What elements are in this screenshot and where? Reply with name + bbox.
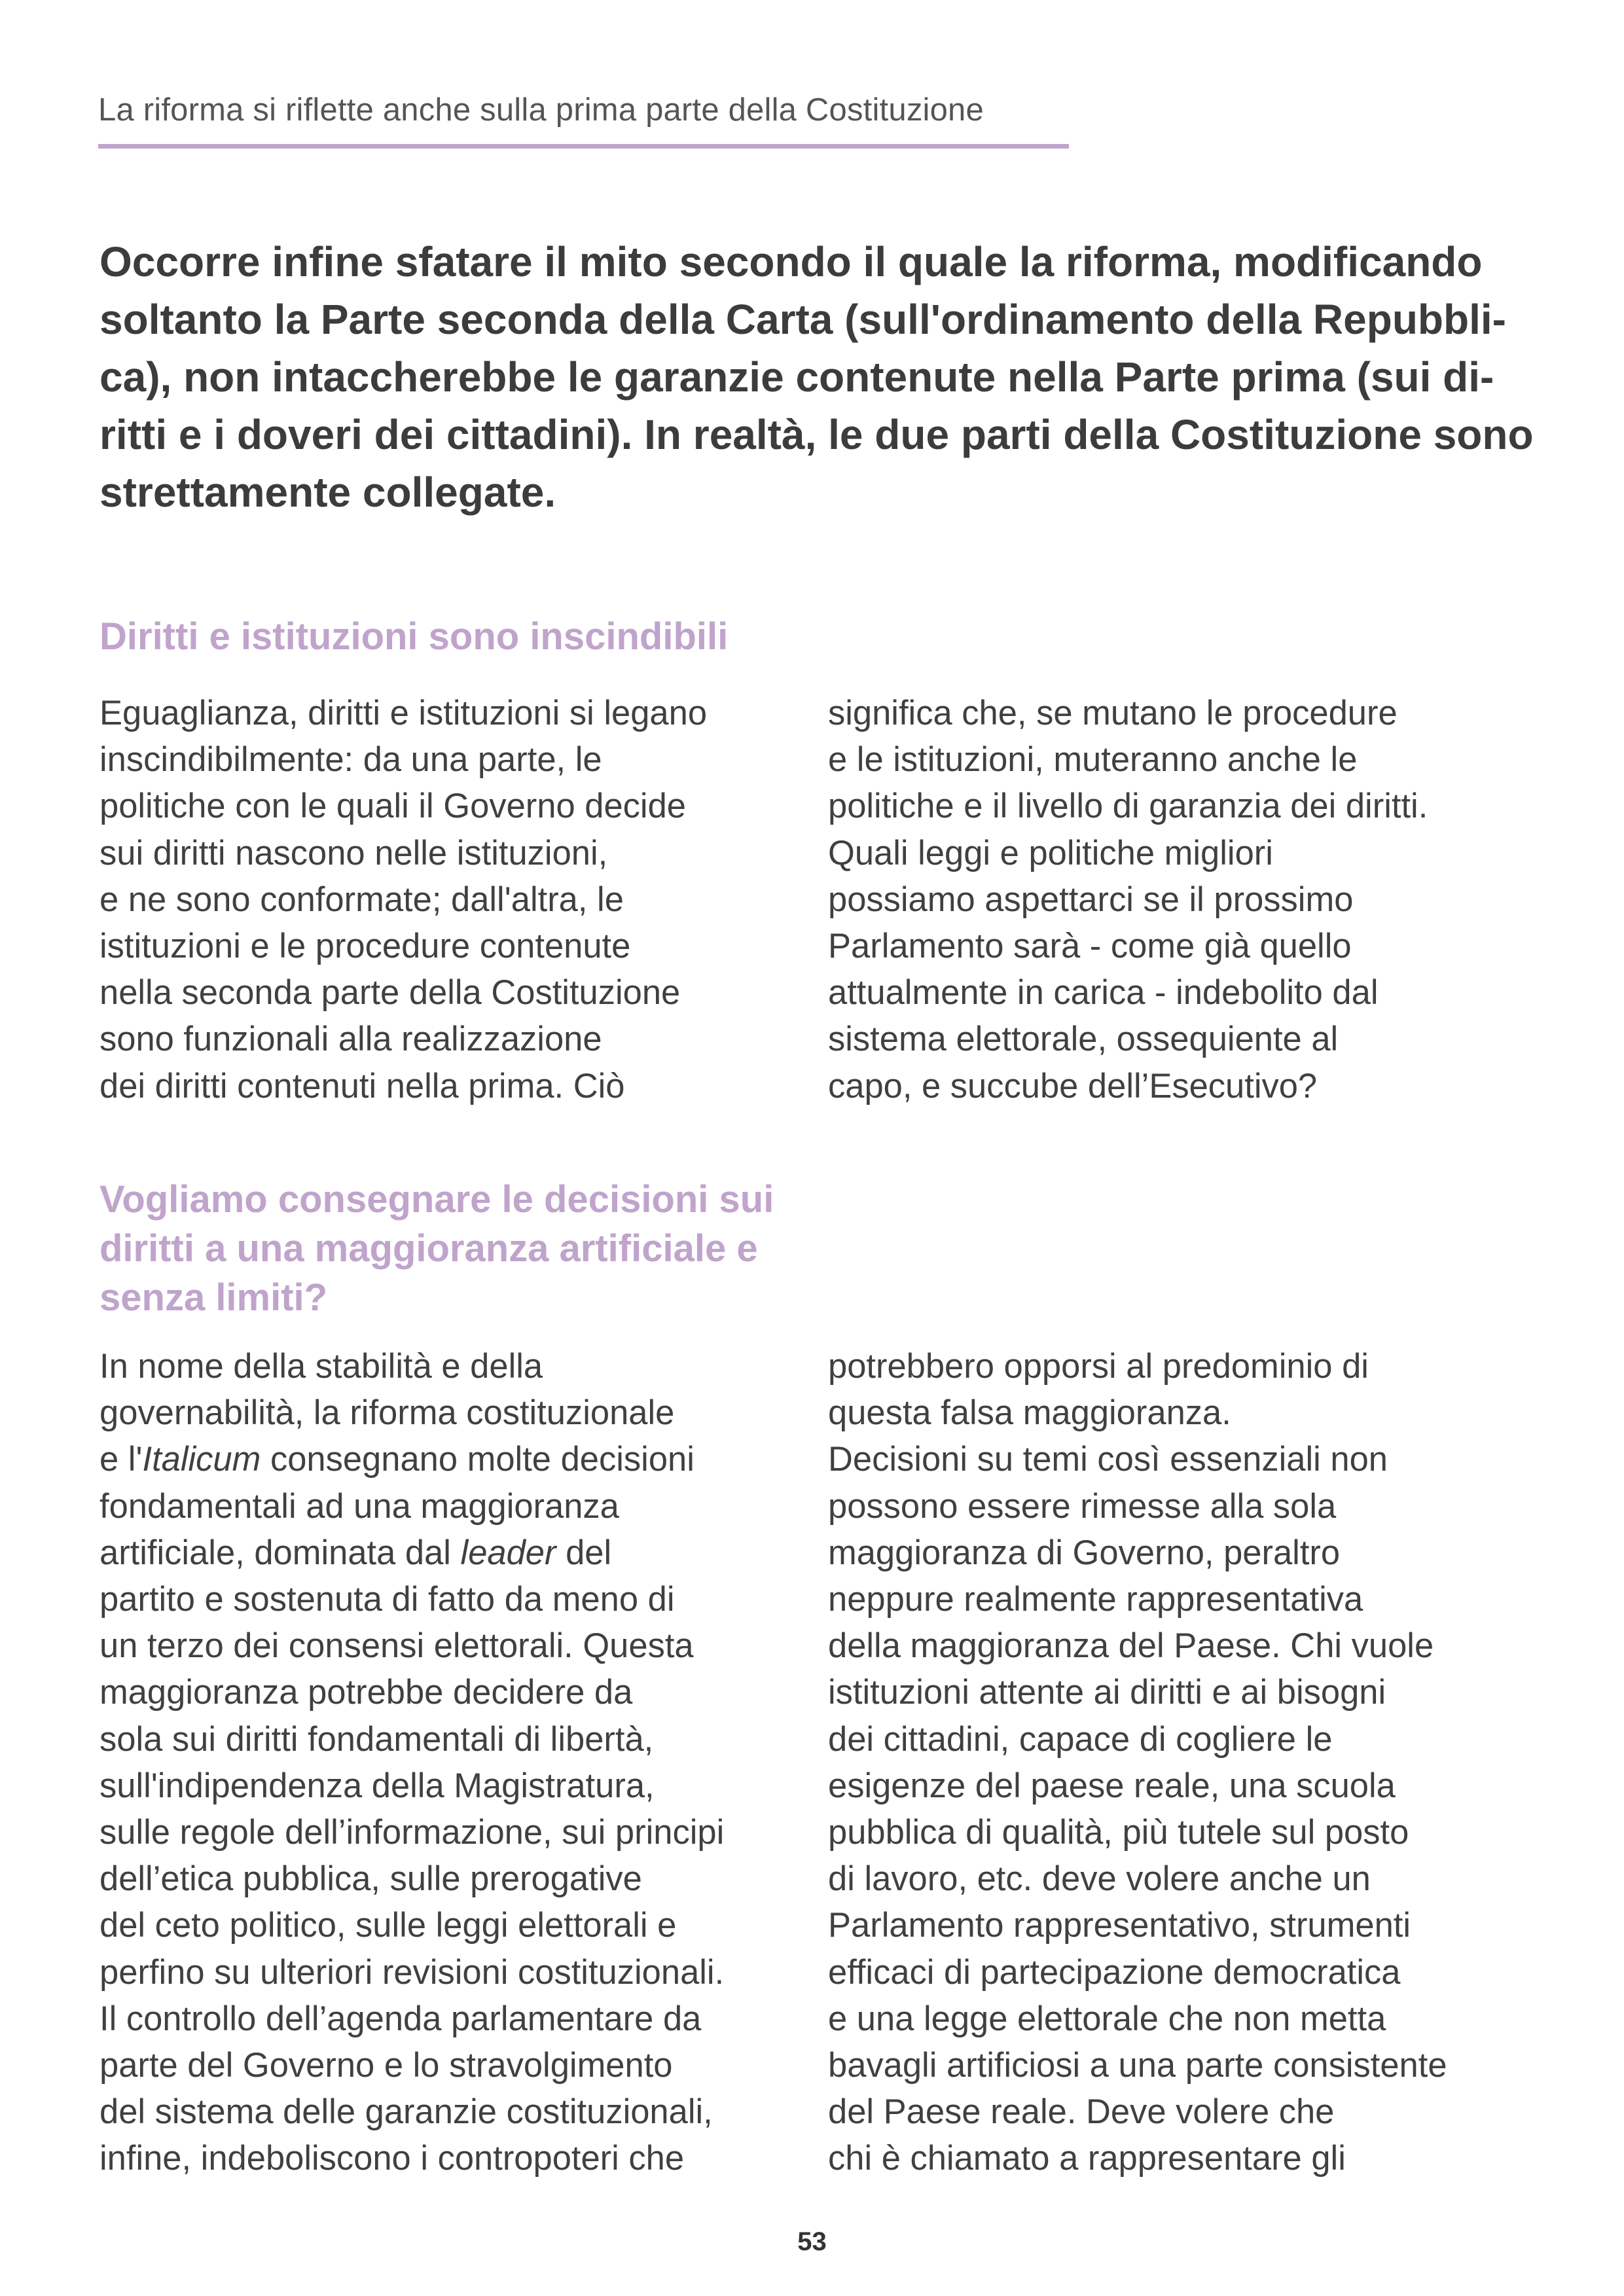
body-line: maggioranza potrebbe decidere da [99,1673,633,1712]
body-line: politiche e il livello di garanzia dei diritti. [828,787,1428,826]
body-line: e ne sono conformate; dall'altra, le [99,880,624,919]
body-line: dell’etica pubblica, sulle prerogative [99,1859,642,1899]
body-line: sulle regole dell’informazione, sui principi [99,1813,725,1852]
body-line: nella seconda parte della Costituzione [99,973,681,1013]
page-number: 53 [797,2227,827,2256]
section-heading-diritti-istituzioni [99,612,728,661]
body-line: significa che, se mutano le procedure [828,694,1398,732]
body-line: perfino su ulteriori revisioni costituzionali. [99,1952,725,1992]
body-line: chi è chiamato a rappresentare gli [828,2139,1346,2178]
body-line: infine, indeboliscono i contropoteri che [99,2139,685,2178]
running-header: La riforma si riflette anche sulla prima parte della Costituzione [98,92,984,128]
body-line: sola sui diritti fondamentali di libertà, [99,1719,654,1759]
body-line: e una legge elettorale che non metta [828,1999,1386,2038]
lead-line: ritti e i doveri dei cittadini). In realtà, le due parti della Costituzione sono [99,411,1534,458]
body-line: un terzo dei consensi elettorali. Questa [99,1626,694,1666]
body-line: sull'indipendenza della Magistratura, [99,1766,655,1805]
lead-line: ca), non intaccherebbe le garanzie contenute nella Parte prima (sui di- [99,353,1494,401]
italic-term: Italicum [142,1440,261,1479]
body-line: e le istituzioni, muteranno anche le [828,740,1358,780]
body-line: del sistema delle garanzie costituzionali, [99,2092,713,2132]
body-line: di lavoro, etc. deve volere anche un [828,1859,1371,1899]
body-line: bavagli artificiosi a una parte consistente [828,2046,1447,2085]
body-text: del [556,1533,612,1572]
body-line: In nome della stabilità e della [99,1347,543,1386]
body-text: consegnano molte decisioni [261,1440,695,1479]
body-line: parte del Governo e lo stravolgimento [99,2046,673,2085]
section-heading-line: Diritti e istituzioni sono inscindibili [99,615,729,658]
italic-term: leader [460,1533,556,1572]
body-line: sistema elettorale, ossequiente al [828,1020,1339,1059]
body-line: partito e sostenuta di fatto da meno di [99,1580,675,1619]
body-line: istituzioni attente ai diritti e ai bisogni [828,1673,1386,1712]
body-line: possono essere rimesse alla sola [828,1486,1337,1526]
lead-line: strettamente collegate. [99,469,556,516]
body-line: Parlamento rappresentativo, strumenti [828,1906,1411,1945]
section-1-left-column [99,690,793,1109]
body-line: esigenze del paese reale, una scuola [828,1766,1396,1805]
body-line: governabilità, la riforma costituzionale [99,1393,675,1433]
body-line: fondamentali ad una maggioranza [99,1486,619,1526]
body-line: sui diritti nascono nelle istituzioni, [99,833,608,872]
section-heading-line: senza limiti? [99,1276,328,1319]
body-line [99,1530,806,1576]
body-text: e l' [99,1440,143,1479]
body-line: questa falsa maggioranza. [828,1393,1231,1433]
body-line: della maggioranza del Paese. Chi vuole [828,1626,1434,1666]
body-line: possiamo aspettarci se il prossimo [828,880,1354,919]
body-line: capo, e succube dell’Esecutivo? [828,1066,1318,1105]
body-line: neppure realmente rappresentativa [828,1580,1363,1619]
section-heading-line: Vogliamo consegnare le decisioni sui [99,1178,774,1221]
section-1-right-column [828,690,1548,1109]
body-line: Decisioni su temi così essenziali non [828,1440,1388,1479]
section-heading-line: diritti a una maggioranza artificiale e [99,1227,758,1270]
body-line: pubblica di qualità, più tutele sul posto [828,1813,1409,1852]
body-line: Eguaglianza, diritti e istituzioni si legano [99,694,708,732]
body-line: Parlamento sarà - come già quello [828,927,1352,966]
body-line: Il controllo dell’agenda parlamentare da [99,1999,702,2038]
section-heading-maggioranza-artificiale [99,1175,774,1322]
body-line: dei diritti contenuti nella prima. Ciò [99,1066,625,1105]
body-line: istituzioni e le procedure contenute [99,927,631,966]
lead-paragraph [99,233,1534,521]
body-line: attualmente in carica - indebolito dal [828,973,1379,1013]
body-line: maggioranza di Governo, peraltro [828,1533,1341,1572]
section-2-left-column [99,1343,806,2182]
header-rule [98,144,1069,149]
body-line: efficaci di partecipazione democratica [828,1952,1401,1992]
body-line [99,1436,806,1482]
lead-line: Occorre infine sfatare il mito secondo il quale la riforma, modificando [99,238,1483,285]
body-line: potrebbero opporsi al predominio di [828,1347,1369,1386]
body-line: sono funzionali alla realizzazione [99,1020,602,1059]
body-line: del ceto politico, sulle leggi elettorali e [99,1906,677,1945]
lead-line: soltanto la Parte seconda della Carta (sull'ordinamento della Repubbli- [99,296,1506,343]
body-line: del Paese reale. Deve volere che [828,2092,1335,2132]
body-line: inscindibilmente: da una parte, le [99,740,602,780]
body-line: Quali leggi e politiche migliori [828,833,1273,872]
body-line: dei cittadini, capace di cogliere le [828,1719,1333,1759]
body-text: artificiale, dominata dal [99,1533,461,1572]
body-line: politiche con le quali il Governo decide [99,787,686,826]
section-2-right-column [828,1343,1548,2182]
